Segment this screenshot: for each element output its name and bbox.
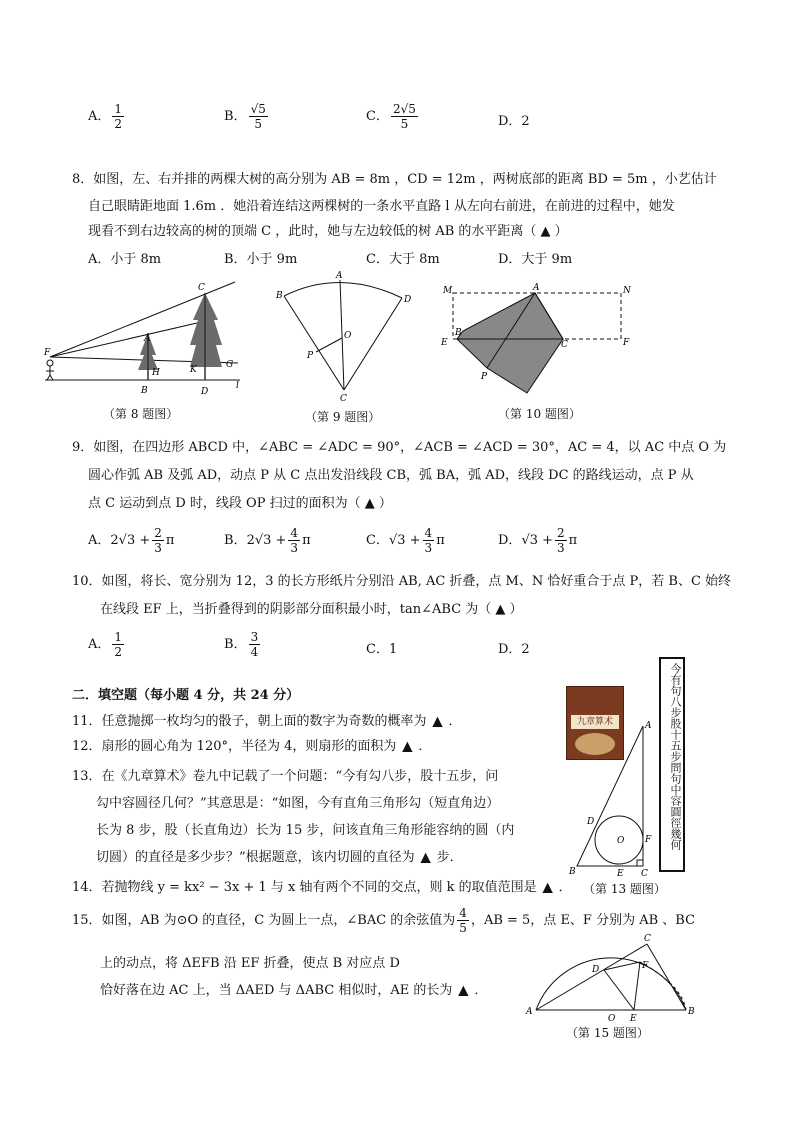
q15-line-2: 上的动点，将 ΔEFB 沿 EF 折叠，使点 B 对应点 D <box>100 956 400 971</box>
svg-text:D: D <box>404 295 412 305</box>
q8-option-c: C．大于 8m <box>366 252 440 267</box>
q9-option-d: D．√3 + $\frac{2}{3}$ π <box>498 526 578 555</box>
svg-text:C: C <box>644 934 651 944</box>
q13-line-4: 切圆）的直径是多少步？”根据题意，该内切圆的直径为 ▲ 步． <box>96 850 463 865</box>
q7-option-b: B． $\frac{√5}{5}$ <box>224 102 266 131</box>
svg-text:M: M <box>443 286 453 296</box>
scroll-vertical-text: 今有句八步股十五步問句中容圓徑幾何 <box>659 657 685 872</box>
svg-text:B: B <box>276 291 283 301</box>
q10-option-a: A． $\frac{1}{2}$ <box>88 630 123 659</box>
q9-option-a: A．2√3 + $\frac{2}{3}$ π <box>88 526 175 555</box>
q9-line-3: 点 C 运动到点 D 时，线段 OP 扫过的面积为（ ▲ ） <box>88 496 392 511</box>
q8-option-d: D．大于 9m <box>498 252 573 267</box>
figure-15-caption: （第 15 题图） <box>566 1026 649 1040</box>
q8-line-2: 自己眼睛距地面 1.6m ．她沿着连结这两棵树的一条水平直路 l 从左向右前进，在前进的过程中，她发 <box>88 199 675 214</box>
figure-13 <box>565 718 660 878</box>
figure-9 <box>272 268 422 403</box>
svg-text:E: E <box>441 338 448 348</box>
figure-9-caption: （第 9 题图） <box>305 410 381 424</box>
figure-13-caption: （第 13 题图） <box>583 882 666 896</box>
svg-text:C: C <box>340 394 347 403</box>
svg-text:O: O <box>344 331 352 341</box>
svg-text:B: B <box>455 328 462 338</box>
svg-text:F: F <box>642 961 649 971</box>
svg-text:O: O <box>617 836 625 846</box>
svg-text:A: A <box>645 721 652 731</box>
q9-line-1: 9．如图，在四边形 ABCD 中，∠ABC = ∠ADC = 90°，∠ACB = ∠ACD = 30°，AC = 4，以 AC 中点 O 为 <box>72 440 727 455</box>
svg-text:F: F <box>645 835 652 845</box>
svg-text:E: E <box>617 869 624 878</box>
svg-text:C: C <box>198 283 205 293</box>
svg-text:C: C <box>641 869 648 878</box>
svg-text:A: A <box>144 334 151 344</box>
q15-line-1: 15．如图，AB 为⊙O 的直径，C 为圆上一点，∠BAC 的余弦值为 $\frac{4}{5}$ ，AB = 5，点 E、F 分别为 AB 、BC <box>72 906 696 935</box>
q10-option-c: C．1 <box>366 642 398 657</box>
q7-option-a: A． $\frac{1}{2}$ <box>88 102 123 131</box>
q10-line-1: 10．如图，将长、宽分别为 12，3 的长方形纸片分别沿 AB, AC 折叠，点 M、N 恰好重合于点 P，若 B、C 始终 <box>72 574 732 589</box>
q8-option-b: B．小于 9m <box>224 252 298 267</box>
svg-text:l: l <box>236 381 239 391</box>
q7-option-c: C． $\frac{2√5}{5}$ <box>366 102 416 131</box>
svg-text:K: K <box>190 365 197 375</box>
figure-15 <box>522 930 697 1025</box>
q10-line-2: 在线段 EF 上，当折叠得到的阴影部分面积最小时，tan∠ABC 为（ ▲ ） <box>100 602 523 617</box>
q12: 12．扇形的圆心角为 120°，半径为 4，则扇形的面积为 ▲ ． <box>72 739 432 754</box>
svg-text:A: A <box>336 271 343 281</box>
svg-text:B: B <box>569 867 576 877</box>
q13-line-1: 13．在《九章算术》卷九中记载了一个问题：“今有勾八步，股十五步，问 <box>72 769 499 784</box>
svg-text:N: N <box>623 286 631 296</box>
q10-option-b: B． $\frac{3}{4}$ <box>224 630 259 659</box>
svg-text:P: P <box>481 372 488 382</box>
svg-text:A: A <box>533 283 540 293</box>
svg-text:C: C <box>561 340 568 350</box>
svg-text:D: D <box>587 817 595 827</box>
q13-line-2: 勾中容圆径几何？”其意思是：“如图，今有直角三角形勾（短直角边） <box>96 796 500 811</box>
section-2-title: 二．填空题（每小题 4 分，共 24 分） <box>72 688 300 703</box>
svg-text:B: B <box>688 1007 695 1017</box>
q10-option-d: D．2 <box>498 642 530 657</box>
svg-text:F: F <box>623 338 630 348</box>
svg-text:B: B <box>141 386 148 396</box>
svg-text:O: O <box>608 1014 616 1024</box>
q9-option-c: C．√3 + $\frac{4}{3}$ π <box>366 526 445 555</box>
figure-8-caption: （第 8 题图） <box>103 407 179 421</box>
q9-line-2: 圆心作弧 AB 及弧 AD，动点 P 从 C 点出发沿线段 CB，弧 BA，弧 AD，线段 DC 的路线运动，点 P 从 <box>88 468 694 483</box>
q11: 11．任意抛掷一枚均匀的骰子，朝上面的数字为奇数的概率为 ▲ ． <box>72 714 462 729</box>
svg-text:P: P <box>307 351 314 361</box>
q9-option-b: B．2√3 + $\frac{4}{3}$ π <box>224 526 311 555</box>
figure-8 <box>40 275 250 400</box>
svg-text:H: H <box>152 368 160 378</box>
svg-text:G: G <box>226 360 234 370</box>
figure-10-caption: （第 10 题图） <box>498 407 581 421</box>
q15-line-3: 恰好落在边 AC 上，当 ΔAED 与 ΔABC 相似时，AE 的长为 ▲ ． <box>100 983 488 998</box>
figure-10 <box>435 283 640 398</box>
book-title: 九章算术 <box>571 715 619 729</box>
svg-text:A: A <box>526 1007 533 1017</box>
q8-line-3: 现看不到右边较高的树的顶端 C ，此时，她与左边较低的树 AB 的水平距离（ ▲ ） <box>88 224 568 239</box>
svg-text:E: E <box>630 1014 637 1024</box>
svg-text:D: D <box>592 965 600 975</box>
q8-option-a: A．小于 8m <box>88 252 162 267</box>
svg-text:D: D <box>201 387 209 397</box>
q7-option-d: D．2 <box>498 114 530 129</box>
q13-line-3: 长为 8 步，股（长直角边）长为 15 步，问该直角三角形能容纳的圆（内 <box>96 823 515 838</box>
svg-text:F: F <box>44 348 51 358</box>
q14: 14．若抛物线 y = kx² − 3x + 1 与 x 轴有两个不同的交点，则 k 的取值范围是 ▲ ． <box>72 880 572 895</box>
q8-line-1: 8．如图，左、右并排的两棵大树的高分别为 AB = 8m ，CD = 12m ，两树底部的距离 BD = 5m ，小艺估计 <box>72 172 717 187</box>
